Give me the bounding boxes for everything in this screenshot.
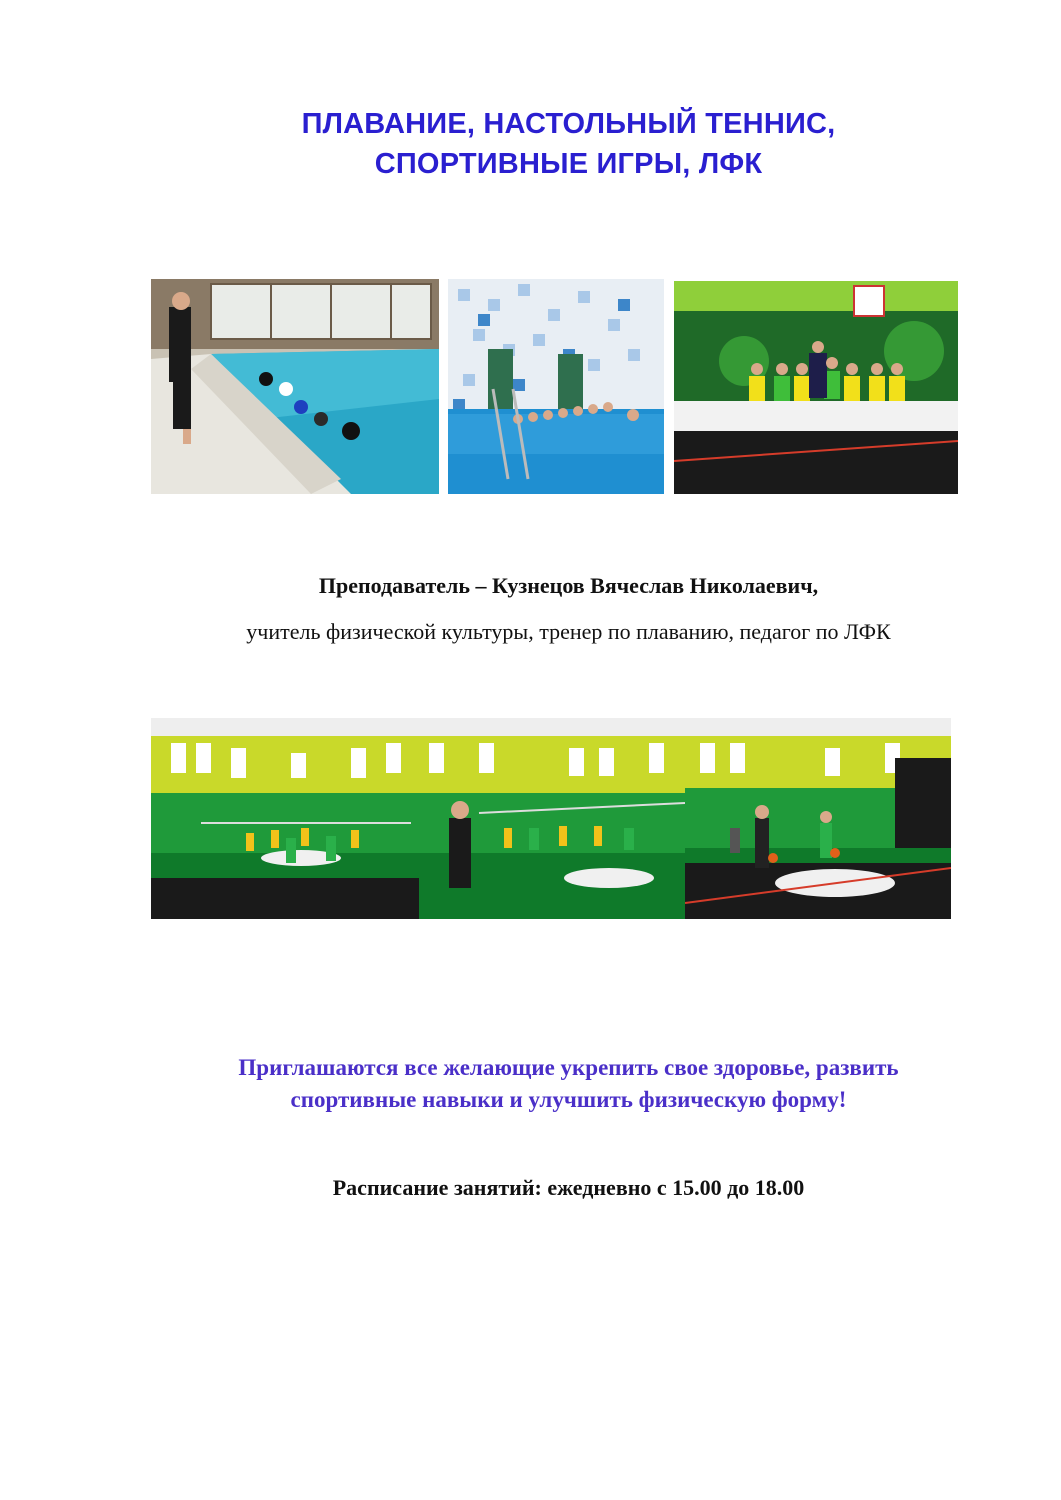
schedule-text: Расписание занятий: ежедневно с 15.00 до 18.00 bbox=[332, 1175, 805, 1200]
invitation-line-1: Приглашаются все желающие укрепить свое здоровье, развить bbox=[238, 1055, 899, 1080]
page-title bbox=[0, 104, 1061, 184]
teacher-name: Преподаватель – Кузнецов Вячеслав Николаевич, bbox=[318, 573, 819, 598]
gym-volleyball-photo-2 bbox=[419, 718, 685, 919]
pool-group-photo bbox=[448, 279, 664, 494]
invitation-text bbox=[0, 1052, 1061, 1116]
teacher-role: учитель физической культуры, тренер по плаванию, педагог по ЛФК bbox=[246, 619, 891, 644]
pool-lesson-photo bbox=[151, 279, 439, 494]
gym-team-photo bbox=[674, 281, 958, 494]
title-line-1: ПЛАВАНИЕ, НАСТОЛЬНЫЙ ТЕННИС, bbox=[301, 108, 836, 140]
gym-volleyball-photo-1 bbox=[151, 718, 419, 919]
title-line-2: СПОРТИВНЫЕ ИГРЫ, ЛФК bbox=[374, 148, 763, 180]
invitation-line-2: спортивные навыки и улучшить физическую форму! bbox=[290, 1087, 847, 1112]
gym-basketball-photo bbox=[685, 718, 951, 919]
